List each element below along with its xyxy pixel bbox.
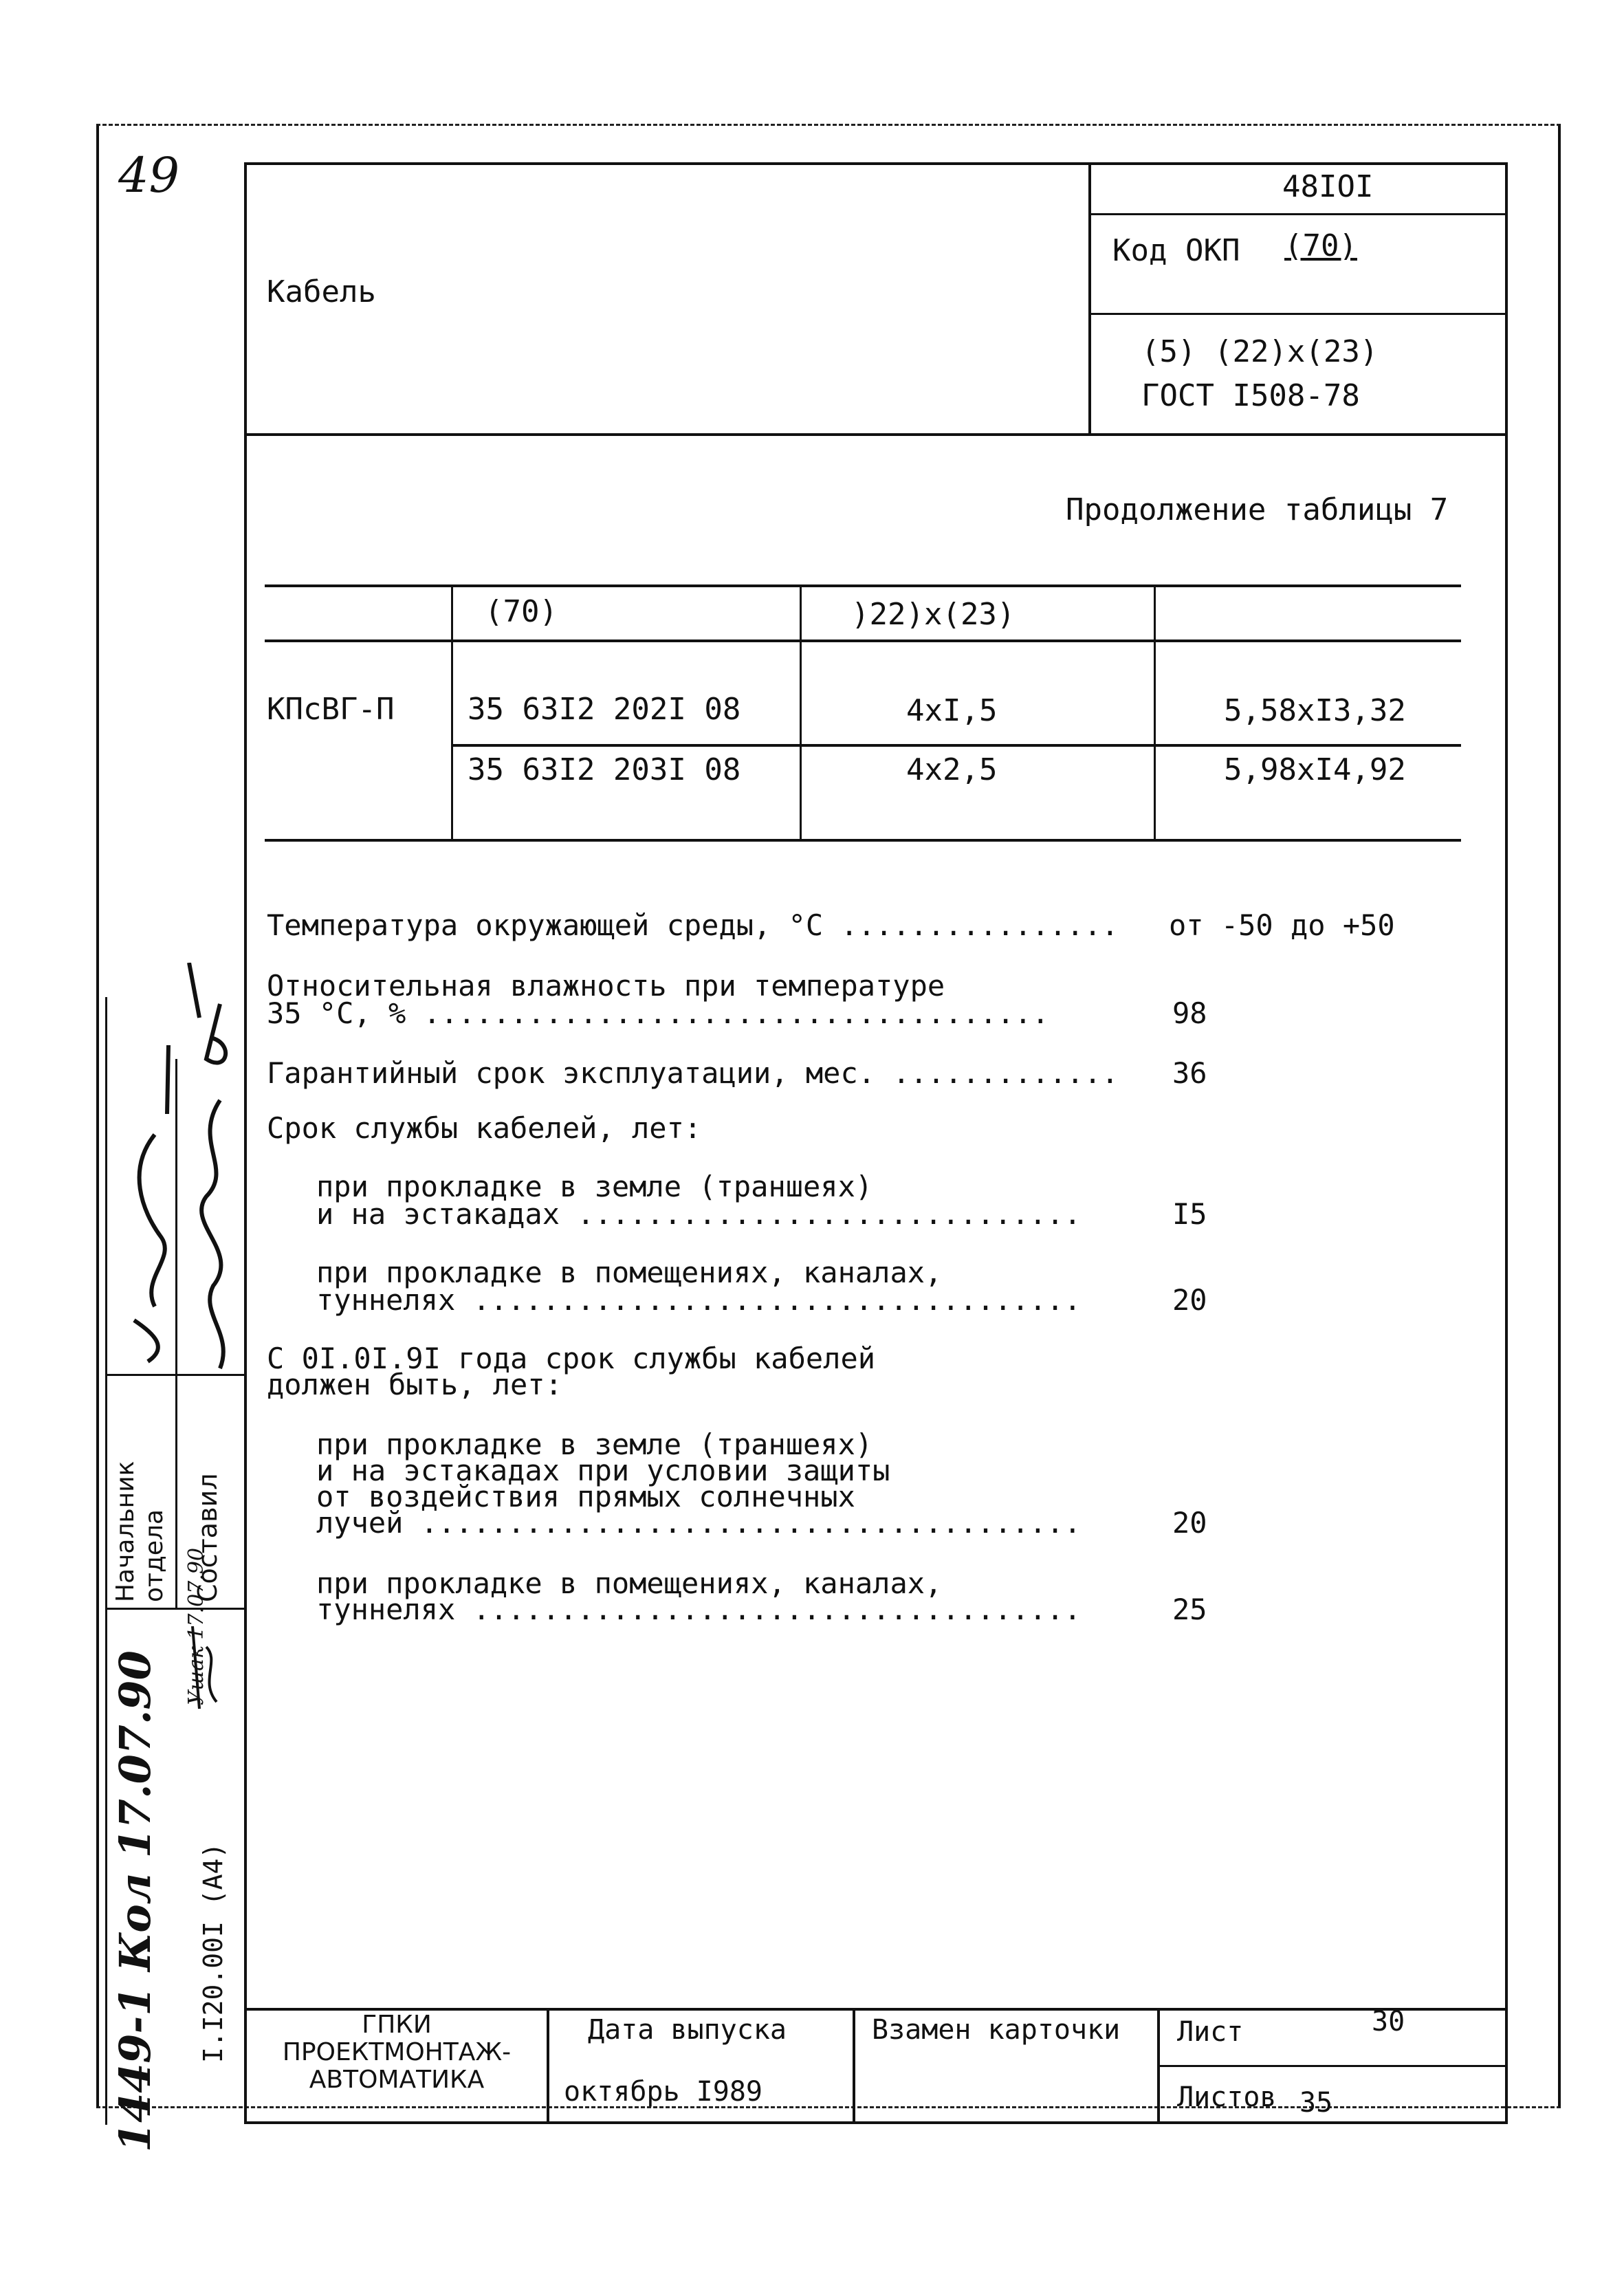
table-col-rule-2	[800, 584, 802, 840]
table-cell-cores: 4x2,5	[906, 752, 998, 787]
format-note: I.I20.00I (A4)	[198, 1842, 228, 2063]
designation-line-2: ГОСТ I508-78	[1141, 378, 1360, 413]
table-cell-code: 35 63I2 203I 08	[468, 752, 741, 787]
sheets-total-value: 35	[1299, 2087, 1333, 2119]
spec-service-indoor: при прокладке в помещениях, каналах,	[316, 1256, 943, 1289]
sidebar-rule-left	[105, 997, 107, 2125]
spec-temperature-value: от -50 до +50	[1169, 908, 1395, 942]
table-bottom-rule	[265, 839, 1461, 842]
cable-brand: КПсВГ-П	[267, 692, 395, 727]
footer-col-rule-1	[547, 2008, 549, 2123]
spec-warranty: Гарантийный срок эксплуатации, мес. .............	[267, 1056, 1119, 1090]
spec-service-ground: при прокладке в земле (траншеях)	[316, 1170, 873, 1203]
sheet-label: Лист	[1177, 2016, 1244, 2048]
spec-temperature: Температура окружающей среды, °С ................	[267, 908, 1119, 942]
table-cell-code: 35 63I2 202I 08	[468, 692, 741, 727]
spec-service-ground: и на эстакадах .............................	[316, 1197, 1082, 1231]
spec-service-life-heading: Срок службы кабелей, лет:	[267, 1111, 702, 1145]
table-col-rule-1	[451, 584, 453, 840]
sheets-total-label: Листов	[1177, 2081, 1277, 2113]
spec-service-ground-protected: лучей ......................................	[316, 1506, 1082, 1540]
signature-composer	[179, 963, 254, 1375]
table-header-rule	[265, 639, 1461, 642]
spec-service-ground-protected-value: 20	[1172, 1506, 1207, 1540]
issue-date-label: Дата выпуска	[588, 2014, 787, 2046]
okp-label: Код ОКП	[1112, 233, 1240, 268]
issue-date-value: октябрь I989	[564, 2076, 762, 2108]
organization-name: ГПКИ ПРОЕКТМОНТАЖ- АВТОМАТИКА	[282, 2011, 512, 2094]
code-rule	[1088, 213, 1508, 215]
footer-col-rule-2	[853, 2008, 855, 2123]
handwritten-registration: 1449-1 Кол 17.07.90	[110, 1650, 160, 2152]
sheet-number: 30	[1372, 2006, 1405, 2037]
page-number: 49	[118, 147, 180, 204]
okp-rule	[1088, 313, 1508, 315]
sidebar-rule-h2	[105, 1608, 246, 1610]
replaces-card-label: Взамен карточки	[872, 2014, 1121, 2046]
footer-sheet-rule	[1157, 2065, 1508, 2067]
okp-value: (70)	[1284, 228, 1357, 263]
composer-label: Составил	[193, 1473, 223, 1602]
table-top-rule	[265, 584, 1461, 587]
handwritten-initials: Ушак 17.07.90	[184, 1547, 208, 1705]
table-cell-cores: 4xI,5	[906, 693, 998, 728]
spec-service-indoor-2-value: 25	[1172, 1593, 1207, 1626]
spec-service-from-1991: С 0I.0I.9I года срок службы кабелей	[267, 1342, 876, 1375]
table-col-rule-3	[1154, 584, 1156, 840]
spec-service-ground-value: I5	[1172, 1197, 1207, 1231]
designation-line-1: (5) (22)x(23)	[1141, 334, 1379, 369]
spec-humidity: Относительная влажность при температуре	[267, 969, 945, 1003]
signature-head	[113, 1031, 182, 1368]
spec-service-indoor-2: при прокладке в помещениях, каналах,	[316, 1566, 943, 1600]
table-header-cell: )22)x(23)	[851, 597, 1016, 632]
spec-service-ground-protected: при прокладке в земле (траншеях)	[316, 1428, 873, 1461]
header-bottom-rule	[244, 433, 1508, 436]
spec-service-from-1991: должен быть, лет:	[267, 1368, 562, 1401]
footer-top-rule	[244, 2008, 1508, 2011]
spec-warranty-value: 36	[1172, 1056, 1207, 1090]
spec-humidity: 35 °С, % ....................................	[267, 996, 1049, 1030]
table-cell-size: 5,98xI4,92	[1224, 752, 1406, 787]
spec-service-ground-protected: и на эстакадах при условии защиты	[316, 1454, 890, 1487]
table-header-cell: (70)	[485, 594, 558, 629]
table-cell-size: 5,58xI3,32	[1224, 693, 1406, 728]
header-divider	[1088, 162, 1091, 435]
table-caption: Продолжение таблицы 7	[1066, 492, 1449, 527]
table-row-rule	[452, 744, 1461, 747]
document-code: 48IOI	[1282, 169, 1374, 204]
product-name: Кабель	[267, 274, 376, 309]
signature-initials-stroke	[186, 1619, 227, 1716]
head-of-department-label: Начальник отдела	[111, 1461, 168, 1602]
spec-service-indoor: туннелях ...................................	[316, 1283, 1082, 1317]
spec-service-indoor-2: туннелях ...................................	[316, 1593, 1082, 1626]
spec-service-ground-protected: от воздействия прямых солнечных	[316, 1480, 855, 1513]
spec-service-indoor-value: 20	[1172, 1283, 1207, 1317]
spec-humidity-value: 98	[1172, 996, 1207, 1030]
